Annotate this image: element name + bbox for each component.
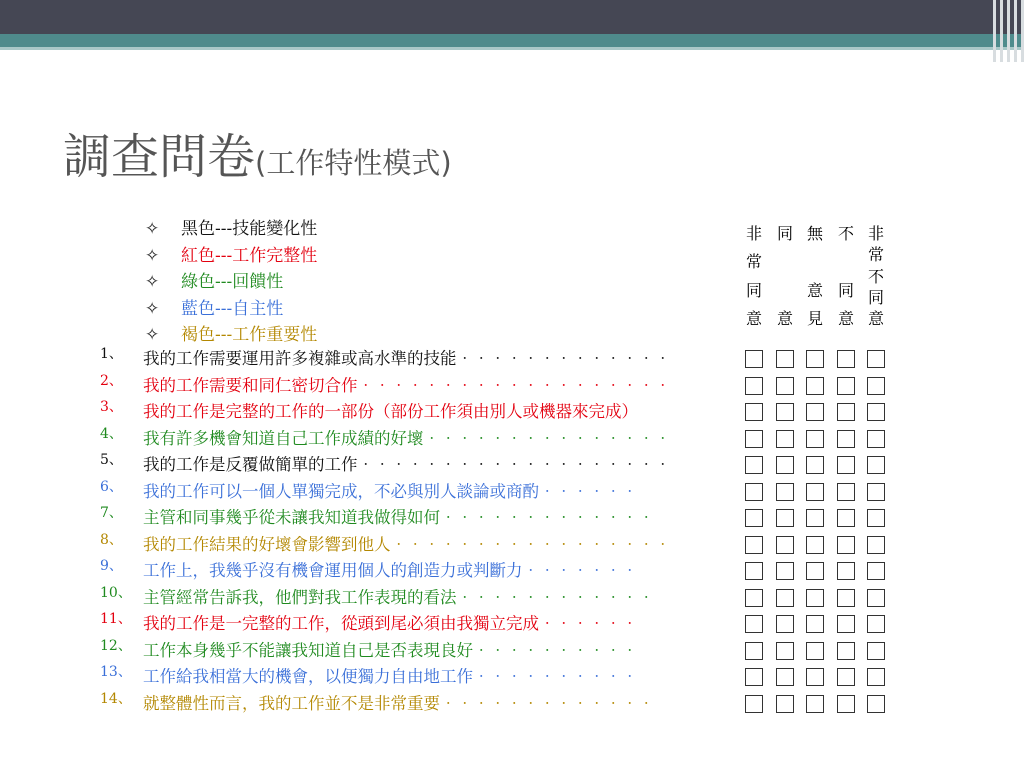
diamond-bullet-icon: ✧ xyxy=(145,219,160,239)
question-text: 我的工作需要和同仁密切合作‧‧‧‧‧‧‧‧‧‧‧‧‧‧‧‧‧‧‧ xyxy=(143,375,671,395)
rating-checkbox[interactable] xyxy=(806,456,824,474)
rating-checkbox[interactable] xyxy=(837,350,855,368)
scale-header-char: 同 xyxy=(838,280,855,300)
rating-checkbox[interactable] xyxy=(745,589,763,607)
diamond-bullet-icon: ✧ xyxy=(145,298,160,319)
rating-checkbox[interactable] xyxy=(776,695,794,713)
question-number: 11、 xyxy=(100,611,132,627)
scale-header-column xyxy=(746,224,762,329)
rating-checkbox[interactable] xyxy=(867,403,885,421)
rating-checkbox[interactable] xyxy=(867,615,885,633)
question-text: 我的工作是完整的工作的一部份（部份工作須由別人或機器來完成） xyxy=(143,402,638,421)
question-number: 12、 xyxy=(100,637,132,654)
diamond-bullet-icon: ✧ xyxy=(145,325,160,345)
rating-checkbox[interactable] xyxy=(837,456,855,474)
rating-checkbox[interactable] xyxy=(806,642,824,660)
question-text: 工作本身幾乎不能讓我知道自己是否表現良好‧‧‧‧‧‧‧‧‧‧ xyxy=(143,640,638,660)
banner-stripe xyxy=(0,34,1024,47)
rating-checkbox[interactable] xyxy=(837,403,855,421)
question-number: 5、 xyxy=(100,452,123,468)
rating-checkbox[interactable] xyxy=(867,695,885,713)
question-row xyxy=(100,479,1000,506)
question-text: 我的工作需要運用許多複雜或高水準的技能‧‧‧‧‧‧‧‧‧‧‧‧‧ xyxy=(143,349,671,368)
rating-checkbox[interactable] xyxy=(806,668,824,686)
question-text: 工作給我相當大的機會，以便獨力自由地工作‧‧‧‧‧‧‧‧‧‧ xyxy=(143,667,638,686)
scale-header-char: 常 xyxy=(868,245,885,265)
rating-checkbox[interactable] xyxy=(837,509,855,527)
legend-item xyxy=(145,216,317,243)
question-row xyxy=(100,611,1000,638)
rating-checkbox[interactable] xyxy=(806,536,824,554)
question-row xyxy=(100,585,1000,612)
legend-item xyxy=(145,243,317,270)
scale-header-char: 意 xyxy=(838,308,855,328)
rating-checkbox[interactable] xyxy=(745,456,763,474)
legend-item xyxy=(145,296,317,323)
question-row xyxy=(100,532,1000,559)
question-row xyxy=(100,638,1000,665)
question-number: 9、 xyxy=(100,558,123,574)
rating-checkbox[interactable] xyxy=(776,456,794,474)
scale-header-char: 意 xyxy=(868,309,885,328)
scale-header-char: 同 xyxy=(746,280,763,300)
legend-label: 褐色---工作重要性 xyxy=(181,325,318,345)
question-row xyxy=(100,373,1000,400)
rating-checkbox[interactable] xyxy=(776,483,794,501)
rating-checkbox[interactable] xyxy=(745,615,763,633)
rating-checkbox[interactable] xyxy=(867,430,885,448)
rating-checkbox[interactable] xyxy=(776,562,794,580)
title-main: 調查問卷 xyxy=(63,129,256,185)
rating-checkbox[interactable] xyxy=(745,668,763,686)
rating-checkbox[interactable] xyxy=(776,536,794,554)
scale-header-char: 意 xyxy=(777,308,794,328)
question-row xyxy=(100,426,1000,453)
scale-header-char xyxy=(777,252,793,272)
rating-checkbox[interactable] xyxy=(745,695,763,713)
legend-item xyxy=(145,322,317,349)
question-number: 2、 xyxy=(100,372,123,389)
rating-checkbox[interactable] xyxy=(837,589,855,607)
question-row xyxy=(100,664,1000,691)
rating-checkbox[interactable] xyxy=(806,350,824,368)
banner-stripe-light xyxy=(0,47,1024,50)
scale-header-column xyxy=(807,224,823,329)
rating-checkbox[interactable] xyxy=(837,642,855,660)
rating-checkbox[interactable] xyxy=(776,589,794,607)
question-number: 1、 xyxy=(100,346,123,362)
scale-header-char: 意 xyxy=(746,308,763,328)
rating-checkbox[interactable] xyxy=(837,615,855,633)
rating-scale-header xyxy=(742,224,892,334)
question-number: 3、 xyxy=(100,399,123,415)
scale-header-char: 不 xyxy=(868,266,885,286)
rating-checkbox[interactable] xyxy=(867,456,885,474)
color-legend xyxy=(145,216,317,349)
question-row xyxy=(100,691,1000,718)
rating-checkbox[interactable] xyxy=(867,562,885,580)
rating-checkbox[interactable] xyxy=(806,615,824,633)
rating-checkbox[interactable] xyxy=(745,350,763,368)
rating-checkbox[interactable] xyxy=(867,377,885,395)
question-text: 我的工作可以一個人單獨完成，不必與別人談論或商酌‧‧‧‧‧‧ xyxy=(143,481,638,501)
question-number: 14、 xyxy=(100,690,132,707)
rating-checkbox[interactable] xyxy=(867,668,885,686)
scale-header-char xyxy=(807,252,823,272)
rating-checkbox[interactable] xyxy=(745,562,763,580)
page-title xyxy=(63,118,452,188)
legend-item xyxy=(145,269,317,296)
rating-checkbox[interactable] xyxy=(806,483,824,501)
rating-checkbox[interactable] xyxy=(867,536,885,554)
question-list xyxy=(100,346,1000,717)
scale-header-column xyxy=(838,224,854,329)
scale-header-char: 常 xyxy=(746,252,763,272)
rating-checkbox[interactable] xyxy=(745,430,763,448)
rating-checkbox[interactable] xyxy=(867,350,885,368)
rating-checkbox[interactable] xyxy=(867,483,885,501)
scale-header-char: 意 xyxy=(807,280,824,300)
scale-header-char xyxy=(838,252,854,272)
rating-checkbox[interactable] xyxy=(806,403,824,421)
rating-checkbox[interactable] xyxy=(745,483,763,501)
legend-label: 綠色---回饋性 xyxy=(181,272,284,292)
question-text: 我的工作是一完整的工作，從頭到尾必須由我獨立完成‧‧‧‧‧‧ xyxy=(143,614,638,633)
rating-checkbox[interactable] xyxy=(806,377,824,395)
rating-checkbox[interactable] xyxy=(776,509,794,527)
question-text: 主管經常告訴我，他們對我工作表現的看法‧‧‧‧‧‧‧‧‧‧‧‧ xyxy=(143,587,655,607)
rating-checkbox[interactable] xyxy=(745,403,763,421)
question-number: 4、 xyxy=(100,425,123,442)
rating-checkbox[interactable] xyxy=(745,536,763,554)
question-row xyxy=(100,505,1000,532)
question-text: 我的工作結果的好壞會影響到他人‧‧‧‧‧‧‧‧‧‧‧‧‧‧‧‧‧ xyxy=(143,534,671,554)
rating-checkbox[interactable] xyxy=(837,430,855,448)
question-text: 主管和同事幾乎從未讓我知道我做得如何‧‧‧‧‧‧‧‧‧‧‧‧‧ xyxy=(143,508,655,527)
question-number: 6、 xyxy=(100,478,123,495)
title-sub: (工作特性模式) xyxy=(255,146,452,180)
decorative-lines xyxy=(984,0,1024,62)
scale-header-char: 非 xyxy=(868,224,885,243)
rating-checkbox[interactable] xyxy=(776,350,794,368)
question-text: 我有許多機會知道自己工作成績的好壞‧‧‧‧‧‧‧‧‧‧‧‧‧‧‧ xyxy=(143,428,671,448)
rating-checkbox[interactable] xyxy=(776,615,794,633)
rating-checkbox[interactable] xyxy=(837,695,855,713)
question-number: 10、 xyxy=(100,584,132,601)
scale-header-char xyxy=(777,281,793,301)
rating-checkbox[interactable] xyxy=(745,509,763,527)
rating-checkbox[interactable] xyxy=(837,668,855,686)
scale-header-char: 同 xyxy=(777,224,794,243)
scale-header-char: 同 xyxy=(868,287,885,307)
rating-checkbox[interactable] xyxy=(837,536,855,554)
scale-header-char: 不 xyxy=(838,224,855,243)
rating-checkbox[interactable] xyxy=(806,695,824,713)
rating-checkbox[interactable] xyxy=(776,642,794,660)
question-text: 就整體性而言，我的工作並不是非常重要‧‧‧‧‧‧‧‧‧‧‧‧‧ xyxy=(143,693,655,713)
question-text: 我的工作是反覆做簡單的工作‧‧‧‧‧‧‧‧‧‧‧‧‧‧‧‧‧‧‧ xyxy=(143,455,671,474)
rating-checkbox[interactable] xyxy=(745,642,763,660)
question-number: 8、 xyxy=(100,531,123,548)
question-number: 7、 xyxy=(100,505,123,521)
question-row xyxy=(100,399,1000,426)
legend-label: 紅色---工作完整性 xyxy=(181,245,318,266)
question-row xyxy=(100,558,1000,585)
rating-checkbox[interactable] xyxy=(867,589,885,607)
rating-checkbox[interactable] xyxy=(806,430,824,448)
rating-checkbox[interactable] xyxy=(837,483,855,501)
rating-checkbox[interactable] xyxy=(806,562,824,580)
rating-checkbox[interactable] xyxy=(776,668,794,686)
diamond-bullet-icon: ✧ xyxy=(145,272,160,292)
diamond-bullet-icon: ✧ xyxy=(145,245,160,266)
scale-header-char: 無 xyxy=(807,224,824,243)
scale-header-column xyxy=(868,224,884,329)
rating-checkbox[interactable] xyxy=(806,509,824,527)
rating-checkbox[interactable] xyxy=(837,562,855,580)
rating-checkbox[interactable] xyxy=(867,642,885,660)
top-banner xyxy=(0,0,1024,34)
question-text: 工作上，我幾乎沒有機會運用個人的創造力或判斷力‧‧‧‧‧‧‧ xyxy=(143,561,638,580)
scale-header-column xyxy=(777,224,793,329)
rating-checkbox[interactable] xyxy=(837,377,855,395)
rating-checkbox[interactable] xyxy=(867,509,885,527)
rating-checkbox[interactable] xyxy=(776,403,794,421)
rating-checkbox[interactable] xyxy=(745,377,763,395)
legend-label: 黑色---技能變化性 xyxy=(181,219,318,239)
rating-checkbox[interactable] xyxy=(776,430,794,448)
scale-header-char: 非 xyxy=(746,224,763,243)
legend-label: 藍色---自主性 xyxy=(181,298,284,319)
question-row xyxy=(100,452,1000,479)
question-number: 13、 xyxy=(100,664,132,680)
scale-header-char: 見 xyxy=(807,308,824,328)
rating-checkbox[interactable] xyxy=(776,377,794,395)
rating-checkbox[interactable] xyxy=(806,589,824,607)
question-row xyxy=(100,346,1000,373)
